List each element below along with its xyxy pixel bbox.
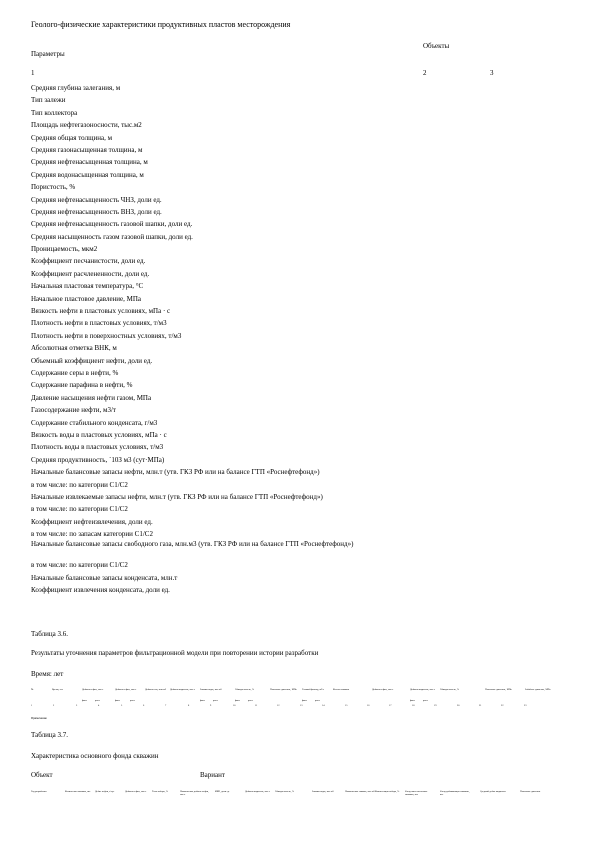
header-cell: 13 [300, 704, 303, 707]
header-cell: Накопленная добыча нефти, тыс.т [180, 790, 209, 796]
header-cell: 7 [165, 704, 167, 707]
header-cell: Год разработки [31, 790, 47, 793]
header-cell: расч. [315, 699, 321, 702]
param-row: Тип коллектора [31, 108, 78, 117]
param-row: Пористость, % [31, 183, 76, 192]
header-cell: Добыча нефти, тыс.т [372, 688, 394, 691]
header-cell: 16 [367, 704, 370, 707]
param-row: Газосодержание нефти, м3/т [31, 406, 116, 415]
header-cell: Пластовое давление [520, 790, 541, 793]
header-cell: Фонд нагнетательных скважин, шт. [405, 790, 428, 796]
header-cell: 23 [524, 704, 527, 707]
variant-label: Вариант [200, 771, 225, 779]
header-cell: факт [82, 699, 87, 702]
header-cell: Добыча нефти, тыс.т [82, 688, 104, 691]
header-cell: Обводненность, % [275, 790, 294, 793]
header-cell: 9 [210, 704, 212, 707]
header-cell: факт [302, 699, 307, 702]
header-cell: Накопленная закачка, тыс.м3 [345, 790, 375, 793]
header-cell: Закачка воды, тыс.м3 [312, 790, 334, 793]
param-row: Объемный коэффициент нефти, доли ед. [31, 356, 153, 365]
header-cell: Дебит нефти, т/сут [95, 790, 115, 793]
param-row: Тип залежи [31, 96, 66, 105]
objects-header: Объекты [423, 42, 450, 50]
param-row: Содержание парафина в нефти, % [31, 381, 133, 390]
col-number-2: 2 [423, 69, 427, 77]
header-cell: Темп отбора, % [152, 790, 168, 793]
header-cell: Средний дебит жидкости [480, 790, 506, 793]
table-title: Геолого-физические характеристики продуктивных пластов месторождения [31, 20, 291, 29]
header-cell: Добыча жидкости, тыс.т [170, 688, 195, 691]
header-cell: расч. [95, 699, 101, 702]
param-row: Начальное пластовое давление, МПа [31, 294, 142, 303]
header-cell: 8 [188, 704, 190, 707]
param-row: Плотность воды в пластовых условиях, т/м3 [31, 443, 164, 452]
param-row: Начальные балансовые запасы конденсата, млн.т [31, 573, 178, 582]
param-row: Средняя общая толщина, м [31, 133, 112, 142]
table-title: Характеристика основного фонда скважин [31, 752, 159, 760]
param-row: Средняя газонасыщенная толщина, м [31, 145, 143, 154]
param-row: Коэффициент песчанистости, доли ед. [31, 257, 146, 266]
header-cell: Кол-во скважин [333, 688, 350, 691]
header-cell: Фонд добывающих скважин, шт. [440, 790, 470, 796]
table-caption: Таблица 3.6. [31, 630, 68, 638]
param-row: в том числе: по запасам категории С1/С2 [31, 530, 153, 539]
param-row: Содержание серы в нефти, % [31, 368, 119, 377]
table-title: Результаты уточнения параметров фильтрационной модели при повторении истории разработки [31, 649, 319, 657]
header-cell: расч. [213, 699, 219, 702]
header-cell: КИН, доли ед. [215, 790, 230, 793]
param-row: Средняя нефтенасыщенность ЧНЗ, доли ед. [31, 195, 162, 204]
header-cell: Добыча нефти, тыс.т [115, 688, 137, 691]
param-row: Абсолютная отметка ВНК, м [31, 344, 117, 353]
param-row: Коэффициент нефтеизвлечения, доли ед. [31, 517, 153, 526]
param-row: Коэффициент расчлененности, доли ед. [31, 269, 150, 278]
header-cell: расч. [248, 699, 254, 702]
time-label: Время: лет [31, 670, 64, 678]
params-header: Параметры [31, 50, 65, 58]
param-row: Вязкость воды в пластовых условиях, мПа · с [31, 430, 167, 439]
header-cell: 21 [479, 704, 482, 707]
param-row: Начальные балансовые запасы свободного газа, млн.м3 (утв. ГКЗ РФ или на балансе ГТП «Роснефтефонд») [31, 540, 354, 549]
header-cell: 11 [255, 704, 258, 707]
header-cell: Пластовое давление, МПа [485, 688, 512, 691]
param-row: Коэффициент извлечения конденсата, доли ед. [31, 586, 170, 595]
header-cell: расч. [423, 699, 429, 702]
param-row: Начальная пластовая температура, °С [31, 282, 144, 291]
header-cell: 4 [98, 704, 100, 707]
header-cell: Количество скважин, шт. [65, 790, 91, 793]
header-cell: 6 [143, 704, 145, 707]
param-row: Проницаемость, мкм2 [31, 245, 98, 254]
param-row: Содержание стабильного конденсата, г/м3 [31, 418, 158, 427]
col-number-1: 1 [31, 69, 35, 77]
header-cell: 20 [457, 704, 460, 707]
header-cell: 18 [412, 704, 415, 707]
header-cell: 12 [277, 704, 280, 707]
parameter-list [31, 82, 386, 597]
header-cell: Добыча газа, млн.м3 [145, 688, 167, 691]
header-cell: 3 [76, 704, 78, 707]
header-cell: 15 [345, 704, 348, 707]
param-row: Средняя насыщенность газом газовой шапки, доли ед. [31, 232, 193, 241]
param-row: Плотность нефти в поверхностных условиях, т/м3 [31, 331, 182, 340]
param-row: Средняя нефтенасыщенная толщина, м [31, 158, 148, 167]
header-cell: расч. [130, 699, 136, 702]
param-row: Средняя нефтенасыщенность газовой шапки, доли ед. [31, 220, 193, 229]
param-row: Начальные балансовые запасы нефти, млн.т (утв. ГКЗ РФ или на балансе ГТП «Роснефтефонд») [31, 468, 320, 477]
param-row: Средняя продуктивность, ´10З м3 (сут·МПа) [31, 455, 165, 464]
header-cell: 1 [31, 704, 33, 707]
header-cell: 19 [434, 704, 437, 707]
param-row: Вязкость нефти в пластовых условиях, мПа · с [31, 307, 171, 316]
param-row: Средняя нефтенасыщенность ВНЗ, доли ед. [31, 207, 162, 216]
param-row: в том числе: по категории С1/С2 [31, 480, 128, 489]
param-row: в том числе: по категории С1/С2 [31, 505, 128, 514]
header-cell: 5 [121, 704, 123, 707]
header-cell: Закачка воды, тыс.м3 [200, 688, 222, 691]
table-caption: Таблица 3.7. [31, 731, 68, 739]
col-number-3: 3 [490, 69, 494, 77]
header-cell: Обводненность, % [235, 688, 254, 691]
header-cell: Обводненность, % [440, 688, 459, 691]
param-row: в том числе: по категории С1/С2 [31, 561, 128, 570]
header-cell: Компенсация отбора, % [375, 790, 400, 793]
param-row: Средняя водонасыщенная толщина, м [31, 170, 144, 179]
header-cell: Добыча жидкости, тыс.т [245, 790, 270, 793]
param-row: Давление насыщения нефти газом, МПа [31, 393, 152, 402]
param-row: Площадь нефтегазоносности, тыс.м2 [31, 121, 142, 130]
header-cell: факт [115, 699, 120, 702]
header-cell: 22 [501, 704, 504, 707]
object-label: Объект [31, 771, 53, 779]
header-cell: 14 [322, 704, 325, 707]
param-row: Плотность нефти в пластовых условиях, т/м3 [31, 319, 167, 328]
header-cell: 17 [389, 704, 392, 707]
param-row: Начальные извлекаемые запасы нефти, млн.т (утв. ГКЗ РФ или на балансе ГТП «Роснефтефонд») [31, 492, 323, 501]
header-cell: факт [235, 699, 240, 702]
header-cell: 2 [53, 704, 55, 707]
header-cell: № [31, 688, 34, 691]
header-cell: Время, лет [52, 688, 63, 691]
param-row: Средняя глубина залегания, м [31, 84, 121, 92]
header-cell: Забойное давление, МПа [525, 688, 551, 691]
header-cell: Пластовое давление, МПа [270, 688, 297, 691]
table-footnote: Примечание [31, 716, 47, 720]
header-cell: Газовый фактор, м3/т [302, 688, 324, 691]
header-cell: факт [410, 699, 415, 702]
header-cell: 10 [233, 704, 236, 707]
header-cell: факт [200, 699, 205, 702]
header-cell: Добыча жидкости, тыс.т [410, 688, 435, 691]
header-cell: Добыча нефти, тыс.т [125, 790, 147, 793]
